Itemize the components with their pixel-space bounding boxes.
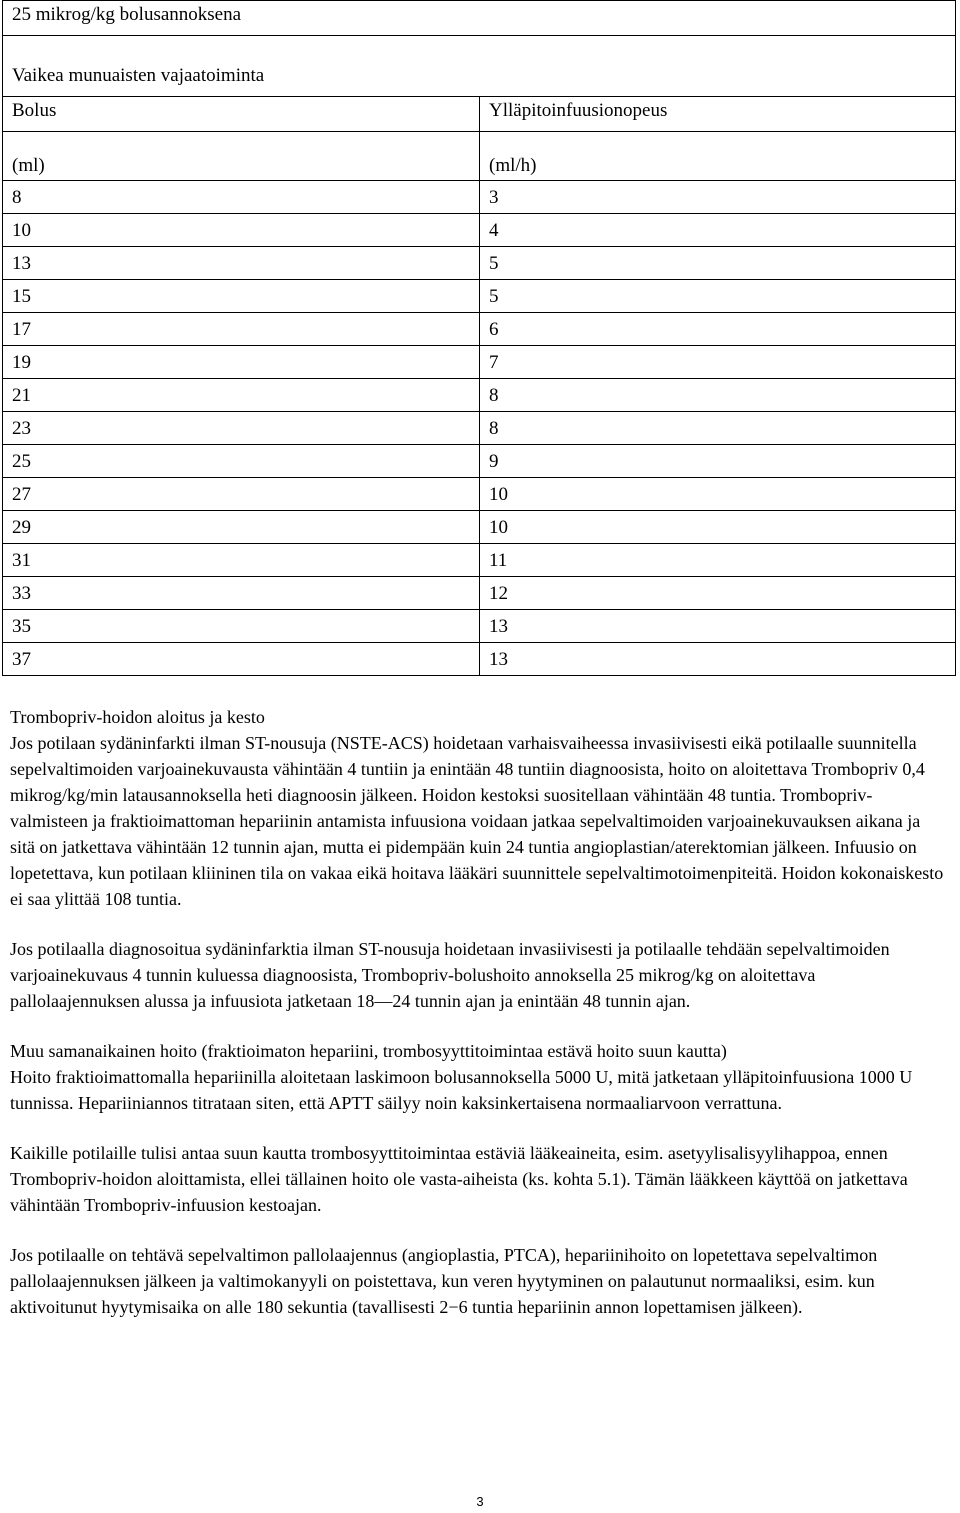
bolus-cell: 37 (3, 643, 480, 676)
rate-cell: 10 (480, 478, 956, 511)
bolus-cell: 35 (3, 610, 480, 643)
rate-cell: 5 (480, 280, 956, 313)
table-title: 25 mikrog/kg bolusannoksena (3, 1, 956, 36)
bolus-cell: 33 (3, 577, 480, 610)
table-row (3, 346, 956, 379)
section-heading-concomitant: Muu samanaikainen hoito (fraktioimaton hepariini, trombosyyttitoimintaa estävä hoito suun kautta) (10, 1041, 727, 1061)
rate-cell: 13 (480, 610, 956, 643)
table-row (3, 313, 956, 346)
bolus-unit: (ml) (3, 132, 480, 181)
section-heading-start-duration: Trombopriv-hoidon aloitus ja kesto (10, 707, 265, 727)
rate-cell: 8 (480, 379, 956, 412)
table-header-row (3, 97, 956, 132)
table-subtitle-row (3, 36, 956, 97)
table-row (3, 181, 956, 214)
table-subtitle: Vaikea munuaisten vajaatoiminta (3, 36, 956, 97)
table-row (3, 247, 956, 280)
rate-cell: 9 (480, 445, 956, 478)
rate-cell: 13 (480, 643, 956, 676)
bolus-cell: 19 (3, 346, 480, 379)
bolus-cell: 31 (3, 544, 480, 577)
rate-cell: 3 (480, 181, 956, 214)
rate-cell: 11 (480, 544, 956, 577)
table-row (3, 412, 956, 445)
table-row (3, 445, 956, 478)
table-row (3, 478, 956, 511)
table-row (3, 577, 956, 610)
paragraph-ptca: Jos potilaalle on tehtävä sepelvaltimon pallolaajennus (angioplastia, PTCA), hepariinihoito on lopetettava sepelvaltimon pallolaajennuksen jälkeen ja valtimokanyyli on poistettava, kun veren hyytyminen on palautunut normaaliksi, esim. kun aktivoitunut hyytymisaika on alle 180 sekuntia (tavallisesti 2−6 tuntia hepariinin annon lopettamisen jälkeen). (10, 1245, 878, 1317)
bolus-cell: 23 (3, 412, 480, 445)
rate-cell: 5 (480, 247, 956, 280)
table-row (3, 280, 956, 313)
bolus-cell: 27 (3, 478, 480, 511)
bolus-cell: 17 (3, 313, 480, 346)
rate-unit: (ml/h) (480, 132, 956, 181)
rate-cell: 10 (480, 511, 956, 544)
bolus-header: Bolus (3, 97, 480, 132)
rate-header: Ylläpitoinfuusionopeus (480, 97, 956, 132)
rate-cell: 7 (480, 346, 956, 379)
rate-cell: 8 (480, 412, 956, 445)
bolus-cell: 25 (3, 445, 480, 478)
table-row (3, 643, 956, 676)
bolus-cell: 8 (3, 181, 480, 214)
table-row (3, 214, 956, 247)
paragraph-heparin: Hoito fraktioimattomalla hepariinilla aloitetaan laskimoon bolusannoksella 5000 U, mitä jatketaan ylläpitoinfuusiona 1000 U tunnissa. Hepariiniannos titrataan siten, että APTT säilyy noin kaksinkertaisena normaaliarvoon verrattuna. (10, 1067, 913, 1113)
table-title-row (3, 1, 956, 36)
rate-cell: 6 (480, 313, 956, 346)
bolus-cell: 21 (3, 379, 480, 412)
body-text (10, 704, 945, 1320)
table-row (3, 610, 956, 643)
table-row (3, 511, 956, 544)
bolus-cell: 29 (3, 511, 480, 544)
bolus-cell: 10 (3, 214, 480, 247)
bolus-cell: 15 (3, 280, 480, 313)
dosing-table (2, 0, 956, 676)
bolus-cell: 13 (3, 247, 480, 280)
rate-cell: 12 (480, 577, 956, 610)
paragraph-start-duration: Jos potilaan sydäninfarkti ilman ST-nousuja (NSTE-ACS) hoidetaan varhaisvaiheessa invasiivisesti eikä potilaalle suunnitella sepelvaltimoiden varjoainekuvausta vähintään 4 tuntiin ja enintään 48 tuntiin diagnoosista, hoito on aloitettava Trombopriv 0,4 mikrog/kg/min latausannoksella heti diagnoosin jälkeen. Hoidon kestoksi suositellaan vähintään 48 tuntia. Trombopriv-valmisteen ja fraktioimattoman hepariinin antamista infuusiona voidaan jatkaa sepelvaltimoiden varjoainekuvauksen aikana ja sitä on jatkettava vähintään 12 tunnin ajan, mutta ei pidempään kuin 24 tuntia angioplastian/aterektomian jälkeen. Infuusio on lopetettava, kun potilaan kliininen tila on vakaa eikä hoitava lääkäri suunnittele sepelvaltimotoimenpiteitä. Hoidon kokonaiskesto ei saa ylittää 108 tuntia. (10, 733, 944, 909)
table-unit-row (3, 132, 956, 181)
page-number: 3 (476, 1494, 484, 1509)
paragraph-antiplatelet: Kaikille potilaille tulisi antaa suun kautta trombosyyttitoimintaa estäviä lääkeaineita, esim. asetyylisalisyylihappoa, ennen Trombopriv-hoidon aloittamista, ellei tällainen hoito ole vasta-aiheista (ks. kohta 5.1). Tämän lääkkeen käyttöä on jatkettava vähintään Trombopriv-infuusion kestoajan. (10, 1143, 908, 1215)
rate-cell: 4 (480, 214, 956, 247)
table-row (3, 379, 956, 412)
paragraph-early-invasive: Jos potilaalla diagnosoitua sydäninfarktia ilman ST-nousuja hoidetaan invasiivisesti ja potilaalle tehdään sepelvaltimoiden varjoainekuvaus 4 tunnin kuluessa diagnoosista, Trombopriv-bolushoito annoksella 25 mikrog/kg on aloitettava pallolaajennuksen alussa ja infuusiota jatketaan 18—24 tunnin ajan ja enintään 48 tunnin ajan. (10, 939, 890, 1011)
table-row (3, 544, 956, 577)
